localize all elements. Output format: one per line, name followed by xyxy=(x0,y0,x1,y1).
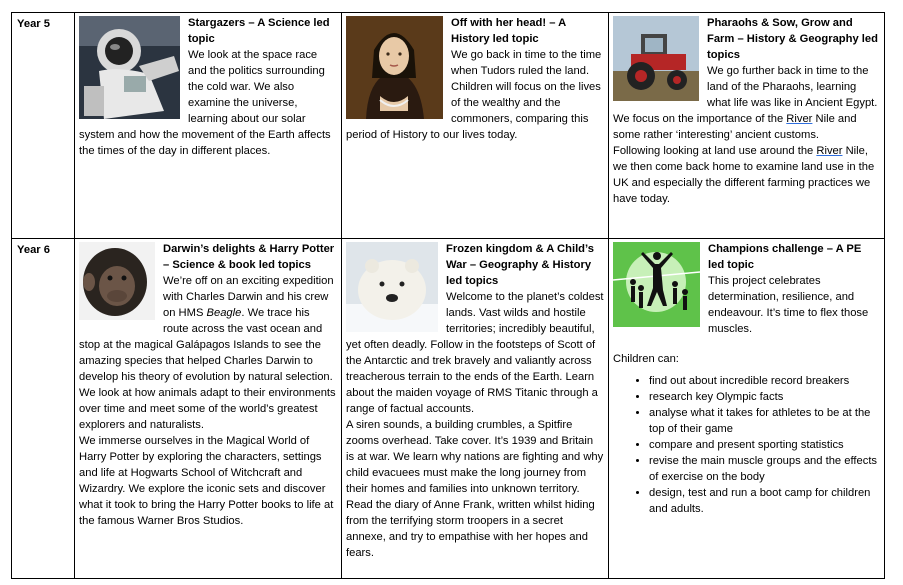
topic-description: We go back in time to the time when Tudors ruled the land. Children will focus on the lives of the wealthy and the commoners, comparing this period of History to our lives today. xyxy=(346,49,602,141)
topic-description: We’re off on an exciting expedition with Charles Darwin and his crew on HMS Beagle. We trace his route across the vast ocean and stop at the magical Galápagos Islands to see the amazing species that helped Charles Darwin to develop his theory of evolution by natural selection. We look at how animals adapt to their environments over time and meet some of the world’s greatest explorers and naturalists. xyxy=(79,275,336,431)
astronaut-image xyxy=(79,16,180,119)
tractor-image xyxy=(613,16,699,101)
topic-title: Darwin’s delights & Harry Potter – Science & book led topics xyxy=(163,243,335,271)
topic-cell-frozen-kingdom xyxy=(342,239,609,579)
topic-cell-pharaohs xyxy=(609,13,885,239)
topic-description-2: Following looking at land use around the River Nile, we then come back home to examine land use in the UK and especially the different farming practices we have today. xyxy=(613,145,875,205)
topic-title: Champions challenge – A PE led topic xyxy=(708,243,862,271)
topic-cell-tudors xyxy=(342,13,609,239)
topic-description: This project celebrates determination, resilience, and endeavour. It’s time to flex those muscles. xyxy=(708,275,869,335)
topic-title: Off with her head! – A History led topic xyxy=(451,17,566,45)
topic-title: Pharaohs & Sow, Grow and Farm – History & Geography led topics xyxy=(707,17,878,61)
topic-cell-champions xyxy=(609,239,885,579)
table-row xyxy=(12,13,885,239)
topic-cell-stargazers xyxy=(75,13,342,239)
topic-description-2: A siren sounds, a building crumbles, a Spitfire zooms overhead. Take cover. It’s 1939 and Britain is at war. We learn why nations are fighting and why child evacuees must make the long journey from their homes and families into unknown territory. Read the diary of Anne Frank, written whilst hiding from the terrifying storm troopers in a secret annexe, and try to empathise with her hopes and fears. xyxy=(346,419,604,559)
topic-title: Stargazers – A Science led topic xyxy=(188,17,330,45)
topic-description-2: We immerse ourselves in the Magical World of Harry Potter by exploring the characters, settings and life at Hogwarts School of Witchcraft and Wizardry. We explore the iconic sets and discover what it took to bring the Harry Potter books to life at the famous Warner Bros Studios. xyxy=(79,435,334,527)
topic-description: We look at the space race and the politics surrounding the cold war. We also examine the universe, learning about our solar system and how the movement of the Earth affects the times of the day in different places. xyxy=(79,49,331,157)
chimpanzee-image xyxy=(79,242,155,320)
list-item: • analyse what it takes for athletes to be at the top of their game xyxy=(649,405,880,437)
tudor-portrait-image xyxy=(346,16,443,119)
runners-image xyxy=(613,242,700,327)
list-item: • find out about incredible record breakers xyxy=(649,373,880,389)
year-cell: Year 6 xyxy=(12,239,75,579)
topic-title: Frozen kingdom & A Child’s War – Geography & History led topics xyxy=(446,243,594,287)
polar-bear-image xyxy=(346,242,438,332)
table-row xyxy=(12,239,885,579)
topic-description: We go further back in time to the land of the Pharaohs, learning what life was like in Ancient Egypt. We focus on the importance of the River Nile and some rather ‘interesting’ ancient customs. xyxy=(613,65,878,141)
list-intro: Children can: xyxy=(613,353,679,365)
list-item: • design, test and run a boot camp for children and adults. xyxy=(649,485,880,517)
year-cell: Year 5 xyxy=(12,13,75,239)
topics-table xyxy=(11,12,885,579)
activity-list xyxy=(613,373,880,517)
topic-description: Welcome to the planet’s coldest lands. Vast wilds and hostile territories; incredibly beautiful, yet often deadly. Follow in the footsteps of Scott of the Antarctic and trek bravely and valiantly across treacherous terrain to the ends of the Earth. Learn about the maiden voyage of RMS Titanic through a range of factual accounts. xyxy=(346,291,604,415)
topic-cell-darwin xyxy=(75,239,342,579)
list-item: • revise the main muscle groups and the effects of exercise on the body xyxy=(649,453,880,485)
list-item: • compare and present sporting statistics xyxy=(649,437,880,453)
list-item: • research key Olympic facts xyxy=(649,389,880,405)
